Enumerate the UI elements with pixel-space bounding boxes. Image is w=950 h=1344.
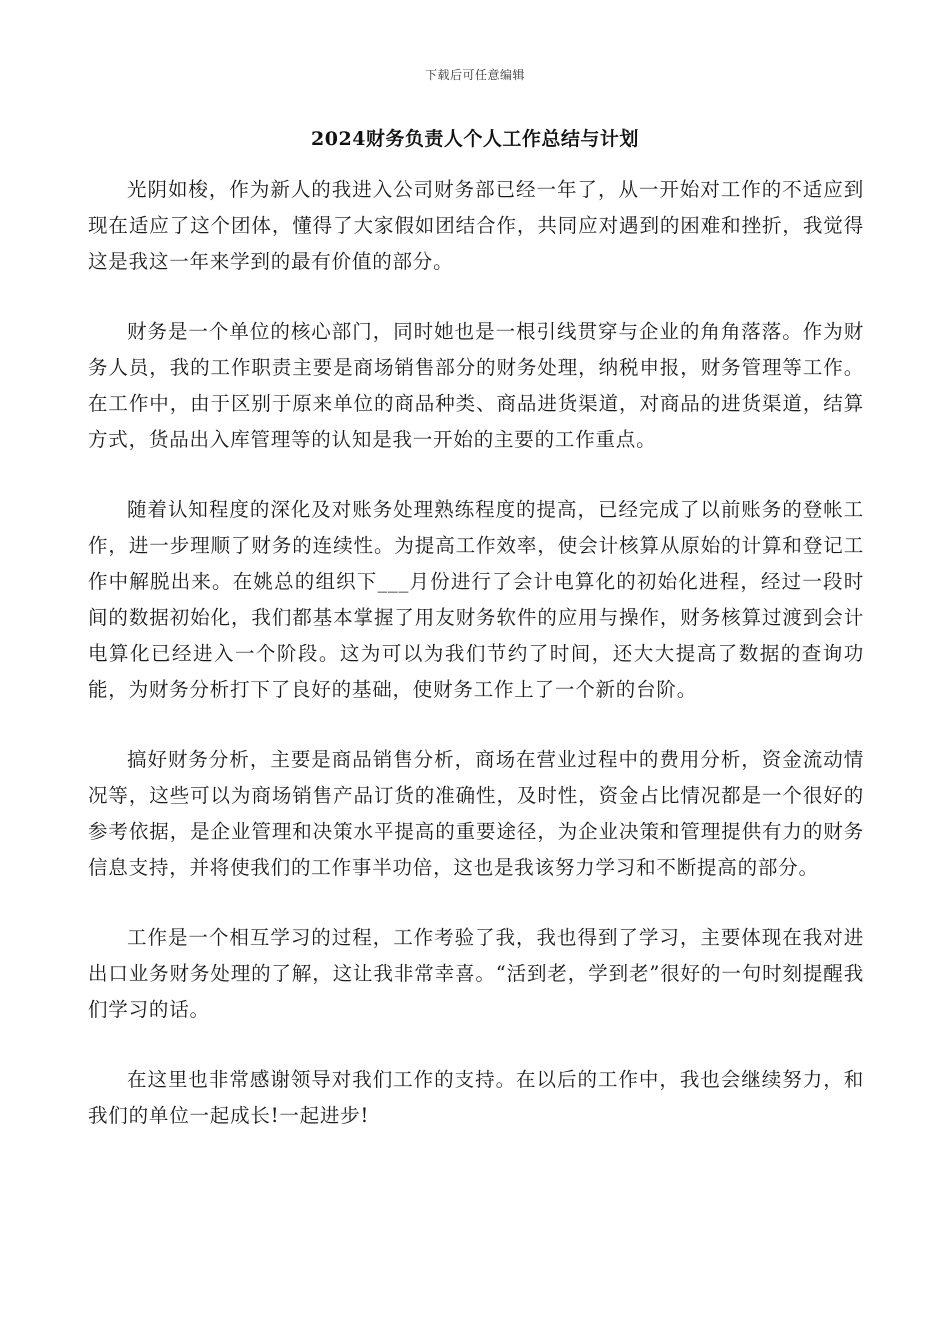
document-body — [88, 172, 864, 1168]
paragraph-1: 光阴如梭，作为新人的我进入公司财务部已经一年了，从一开始对工作的不适应到现在适应了这个团体，懂得了大家假如团结合作，共同应对遇到的困难和挫折，我觉得这是我这一年来学到的最有价值的部分。 — [88, 178, 864, 273]
document-title: 2024财务负责人个人工作总结与计划 — [311, 128, 639, 150]
paragraph-4: 搞好财务分析，主要是商品销售分析，商场在营业过程中的费用分析，资金流动情况等，这些可以为商场销售产品订货的准确性，及时性，资金占比情况都是一个很好的参考依据，是企业管理和决策水平提高的重要途径，为企业决策和管理提供有力的财务信息支持，并将使我们的工作事半功倍，这也是我该努力学习和不断提高的部分。 — [88, 748, 864, 879]
page-header: 下载后可任意编辑 — [424, 68, 525, 82]
paragraph-2: 财务是一个单位的核心部门，同时她也是一根引线贯穿与企业的角角落落。作为财务人员，我的工作职责主要是商场销售部分的财务处理，纳税申报，财务管理等工作。在工作中，由于区别于原来单位的商品种类、商品进货渠道，对商品的进货渠道，结算方式，货品出入库管理等的认知是我一开始的主要的工作重点。 — [88, 320, 864, 451]
paragraph-3: 随着认知程度的深化及对账务处理熟练程度的提高，已经完成了以前账务的登帐工作，进一步理顺了财务的连续性。为提高工作效率，使会计核算从原始的计算和登记工作中解脱出来。在姚总的组织下___月份进行了会计电算化的初始化进程，经过一段时间的数据初始化，我们都基本掌握了用友财务软件的应用与操作，财务核算过渡到会计电算化已经进入一个阶段。这为可以为我们节约了时间，还大大提高了数据的查询功能，为财务分析打下了良好的基础，使财务工作上了一个新的台阶。 — [88, 498, 864, 701]
paragraph-6: 在这里也非常感谢领导对我们工作的支持。在以后的工作中，我也会继续努力，和我们的单位一起成长!一起进步! — [88, 1068, 864, 1127]
paragraph-5: 工作是一个相互学习的过程，工作考验了我，我也得到了学习，主要体现在我对进出口业务财务处理的了解，这让我非常幸喜。“活到老，学到老”很好的一句时刻提醒我们学习的话。 — [88, 926, 864, 1021]
